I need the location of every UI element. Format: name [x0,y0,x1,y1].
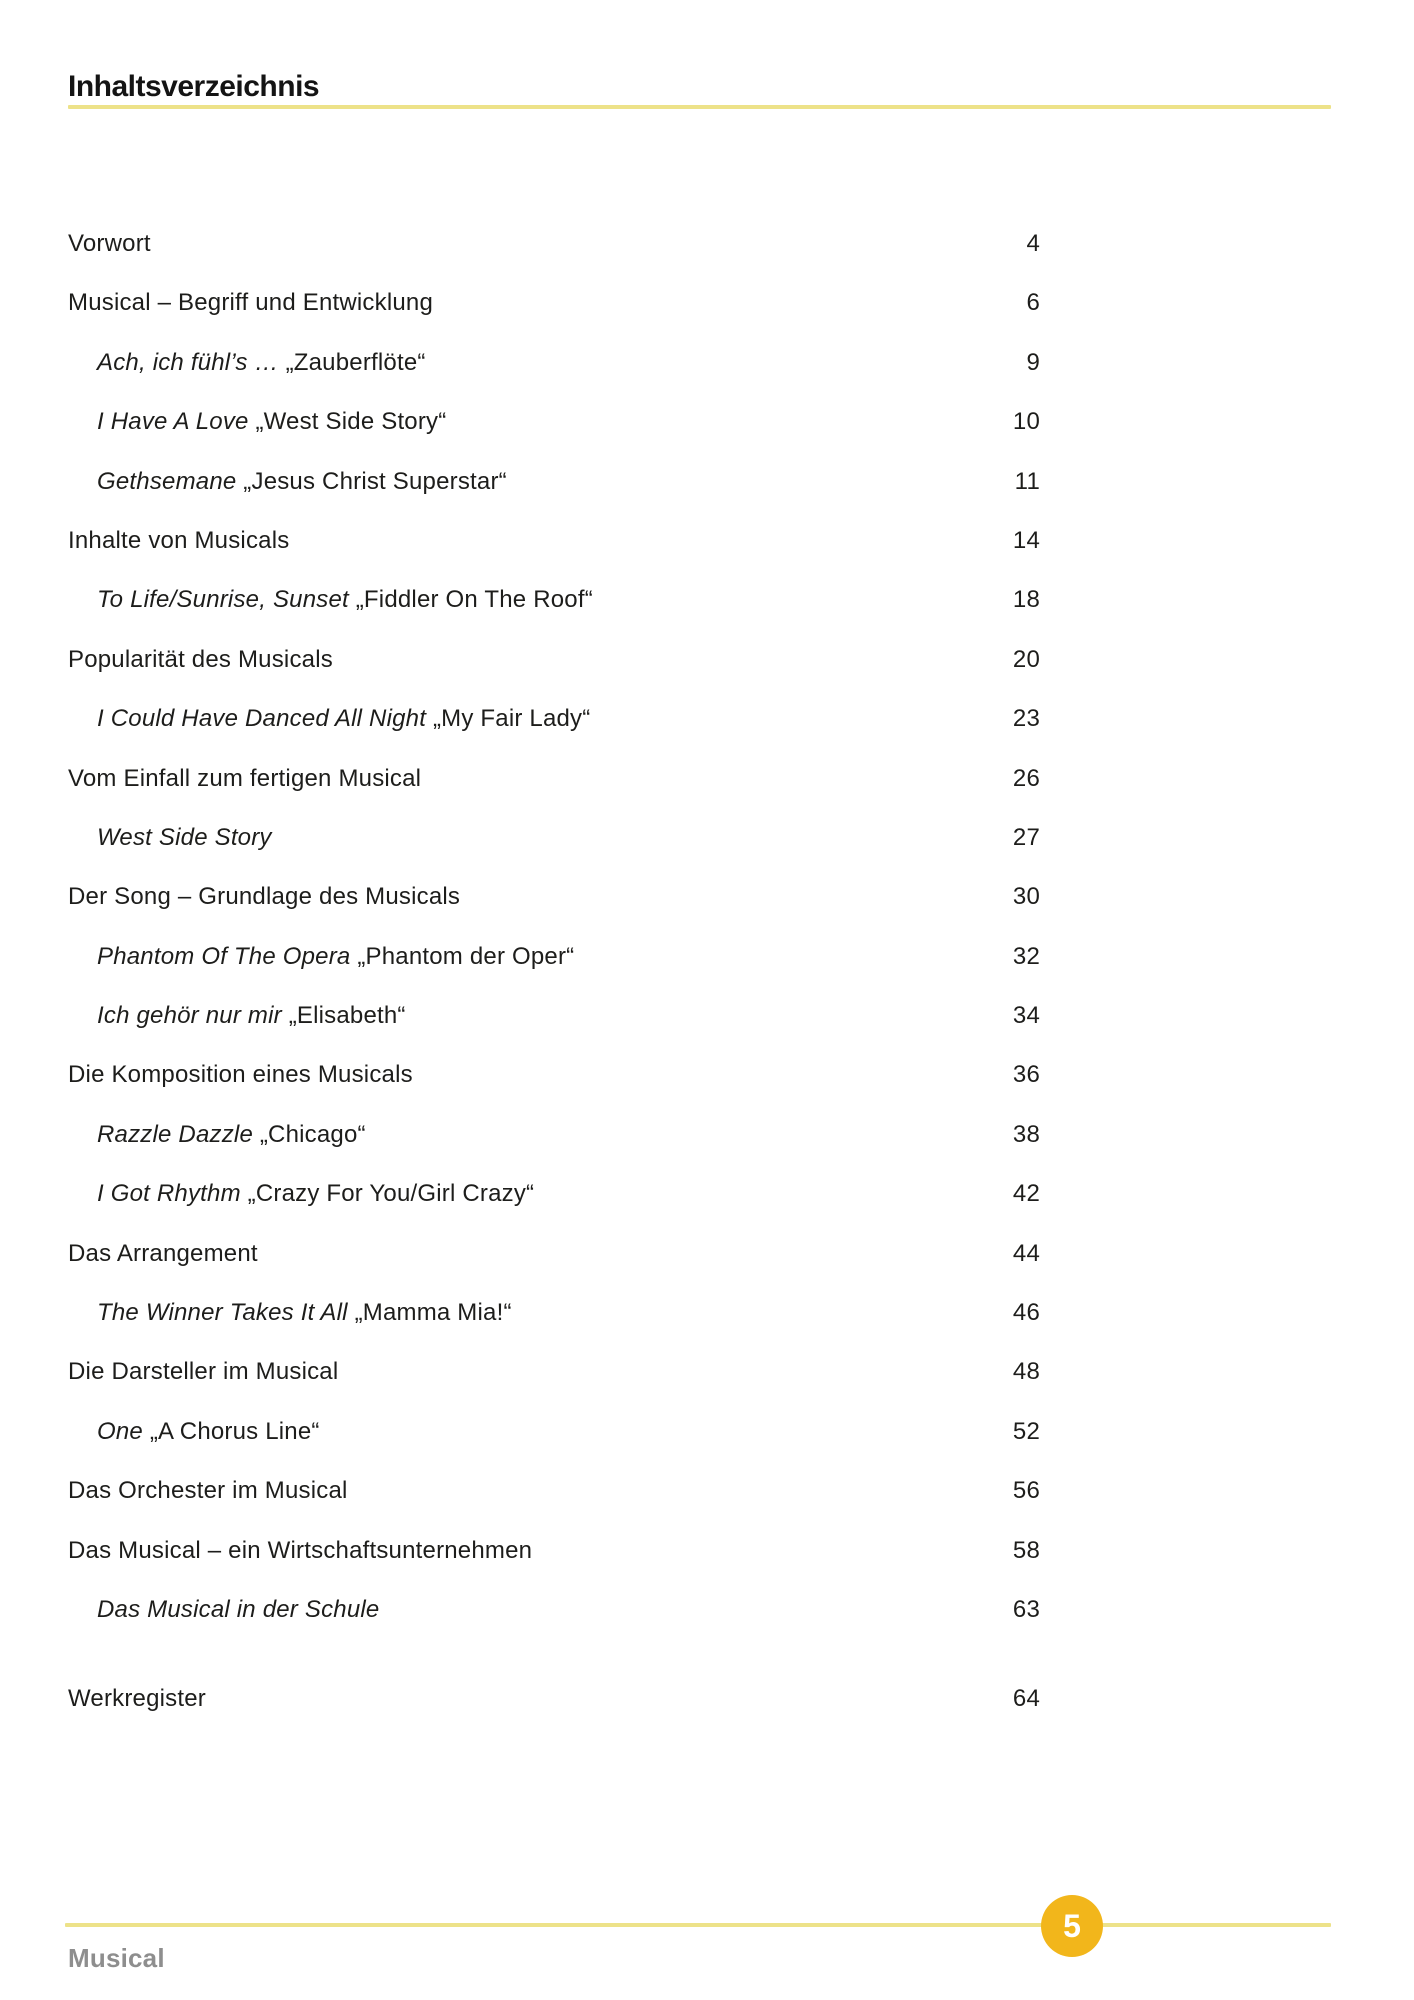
toc-entry-song-title: I Have A Love [97,408,256,436]
toc-entry-title [68,1669,970,1728]
toc-entry-title [68,1521,970,1580]
toc-entry [68,1521,1040,1580]
toc-entry-text: „Elisabeth“ [288,1002,406,1030]
toc-entry-page-number: 6 [1026,289,1040,317]
toc-entry-title [68,867,970,926]
toc-entry-page-number: 48 [1012,1358,1040,1386]
toc-entry-song-title: West Side Story [97,823,272,851]
toc-entry-page-number: 56 [1012,1477,1040,1505]
toc-entry-text: Vorwort [68,230,151,257]
toc-entry [68,927,1040,986]
toc-entry [68,570,1040,629]
toc-entry-page-number: 20 [1012,645,1040,673]
toc-entry [68,273,1040,332]
toc-entry-text: Popularität des Musicals [68,645,333,673]
toc-entry-page-number: 58 [1012,1536,1040,1564]
toc-entry [68,1164,1040,1223]
toc-entry [68,1224,1040,1283]
toc-entry-text: „Fiddler On The Roof“ [355,586,593,614]
toc-entry-song-title: Phantom Of The Opera [97,942,358,970]
toc-entry-page-number: 11 [1014,467,1040,495]
toc-entry-text: Die Darsteller im Musical [68,1358,339,1386]
toc-entry-text: „Mamma Mia!“ [354,1299,512,1327]
toc-entry-page-number: 10 [1012,408,1040,436]
toc-entry-text: Vom Einfall zum fertigen Musical [68,764,422,792]
toc-entry [68,392,1040,451]
toc-entry-page-number: 18 [1012,586,1040,614]
toc-entry-title [68,273,970,332]
toc-entry [68,808,1040,867]
toc-entry [68,1402,1040,1461]
toc-entry-text: Das Musical – ein Wirtschaftsunternehmen [68,1536,533,1564]
footer-book-title: Musical [68,1943,165,1973]
toc-entry-text: „West Side Story“ [255,408,447,436]
toc-entry-page-number: 27 [1012,823,1040,851]
toc-entry-song-title: Ach, ich fühl’s … [97,348,286,376]
toc-entry-page-number: 64 [1012,1685,1040,1713]
toc-entry-text: Inhalte von Musicals [68,526,290,554]
footer-rule [65,1923,1331,1927]
toc-entry-song-title: I Got Rhythm [97,1180,248,1208]
toc-entry-title [68,333,970,392]
toc-entry [68,214,1040,273]
toc-entry-page-number: 30 [1012,883,1040,911]
toc-entry [68,1669,1040,1728]
toc-entry [68,1045,1040,1104]
toc-entry-text: Die Komposition eines Musicals [68,1061,413,1089]
page-number: 5 [1063,1907,1081,1944]
toc-entry-song-title: Razzle Dazzle [97,1120,260,1148]
toc-entry [68,1461,1040,1520]
toc-list [68,214,1040,1729]
toc-entry-title [68,689,970,748]
toc-entry-page-number: 23 [1012,705,1040,733]
toc-entry [68,1283,1040,1342]
toc-entry-title [68,214,970,273]
page-title: Inhaltsverzeichnis [68,70,320,103]
toc-entry-text: „My Fair Lady“ [432,705,591,733]
toc-entry [68,630,1040,689]
toc-entry-title [68,986,970,1045]
toc-entry [68,867,1040,926]
toc-entry-title [68,1224,970,1283]
toc-entry-song-title: To Life/Sunrise, Sunset [97,586,356,614]
toc-entry-page-number: 4 [1026,230,1040,257]
toc-entry-page-number: 34 [1012,1002,1040,1030]
toc-entry [68,749,1040,808]
toc-entry-song-title: Ich gehör nur mir [97,1002,289,1030]
toc-entry-title [68,1342,970,1401]
toc-entry-page-number: 9 [1026,348,1040,376]
toc-entry-title [68,808,970,867]
toc-entry-text: „A Chorus Line“ [149,1417,320,1445]
toc-entry-song-title: Gethsemane [97,467,244,495]
toc-entry-page-number: 26 [1012,764,1040,792]
toc-entry-text: „Crazy For You/Girl Crazy“ [247,1180,535,1208]
toc-entry-page-number: 52 [1012,1417,1040,1445]
toc-entry-song-title: One [97,1417,150,1445]
toc-entry-text: Das Orchester im Musical [68,1477,348,1505]
toc-entry-page-number: 44 [1012,1239,1040,1267]
toc-entry-text: Der Song – Grundlage des Musicals [68,883,461,911]
toc-entry-text: „Chicago“ [259,1120,366,1148]
toc-entry [68,333,1040,392]
toc-entry-song-title: I Could Have Danced All Night [97,705,433,733]
toc-entry-title [68,511,970,570]
toc-entry-text: „Phantom der Oper“ [357,942,575,970]
toc-entry [68,1342,1040,1401]
toc-entry-page-number: 46 [1012,1299,1040,1327]
toc-entry-page-number: 63 [1012,1595,1040,1623]
toc-entry-title [68,927,970,986]
toc-entry [68,511,1040,570]
toc-entry [68,986,1040,1045]
toc-entry-title [68,1105,970,1164]
page-number-badge [1041,1895,1103,1957]
toc-entry-page-number: 38 [1012,1120,1040,1148]
toc-entry-text: „Zauberflöte“ [285,348,426,376]
toc-entry-title [68,630,970,689]
toc-entry-page-number: 42 [1012,1180,1040,1208]
toc-entry-text: Musical – Begriff und Entwicklung [68,289,434,317]
toc-entry-title [68,749,970,808]
toc-entry [68,1580,1040,1639]
header-rule [68,105,1331,109]
toc-entry-title [68,1283,970,1342]
toc-entry-title [68,1461,970,1520]
toc-entry-title [68,1045,970,1104]
toc-entry-page-number: 32 [1012,942,1040,970]
toc-entry-song-title: The Winner Takes It All [97,1299,355,1327]
toc-entry-song-title: Das Musical in der Schule [97,1595,380,1623]
toc-entry [68,689,1040,748]
toc-entry-title [68,570,970,629]
toc-entry-title [68,1580,970,1639]
toc-entry [68,1105,1040,1164]
toc-entry-text: Werkregister [68,1685,206,1713]
toc-entry [68,452,1040,511]
toc-entry-text: „Jesus Christ Superstar“ [243,467,507,495]
toc-entry-title [68,1164,970,1223]
toc-entry-title [68,392,970,451]
toc-entry-page-number: 36 [1012,1061,1040,1089]
toc-entry-text: Das Arrangement [68,1239,258,1267]
toc-entry-page-number: 14 [1012,526,1040,554]
toc-entry-title [68,452,970,511]
toc-entry-title [68,1402,970,1461]
